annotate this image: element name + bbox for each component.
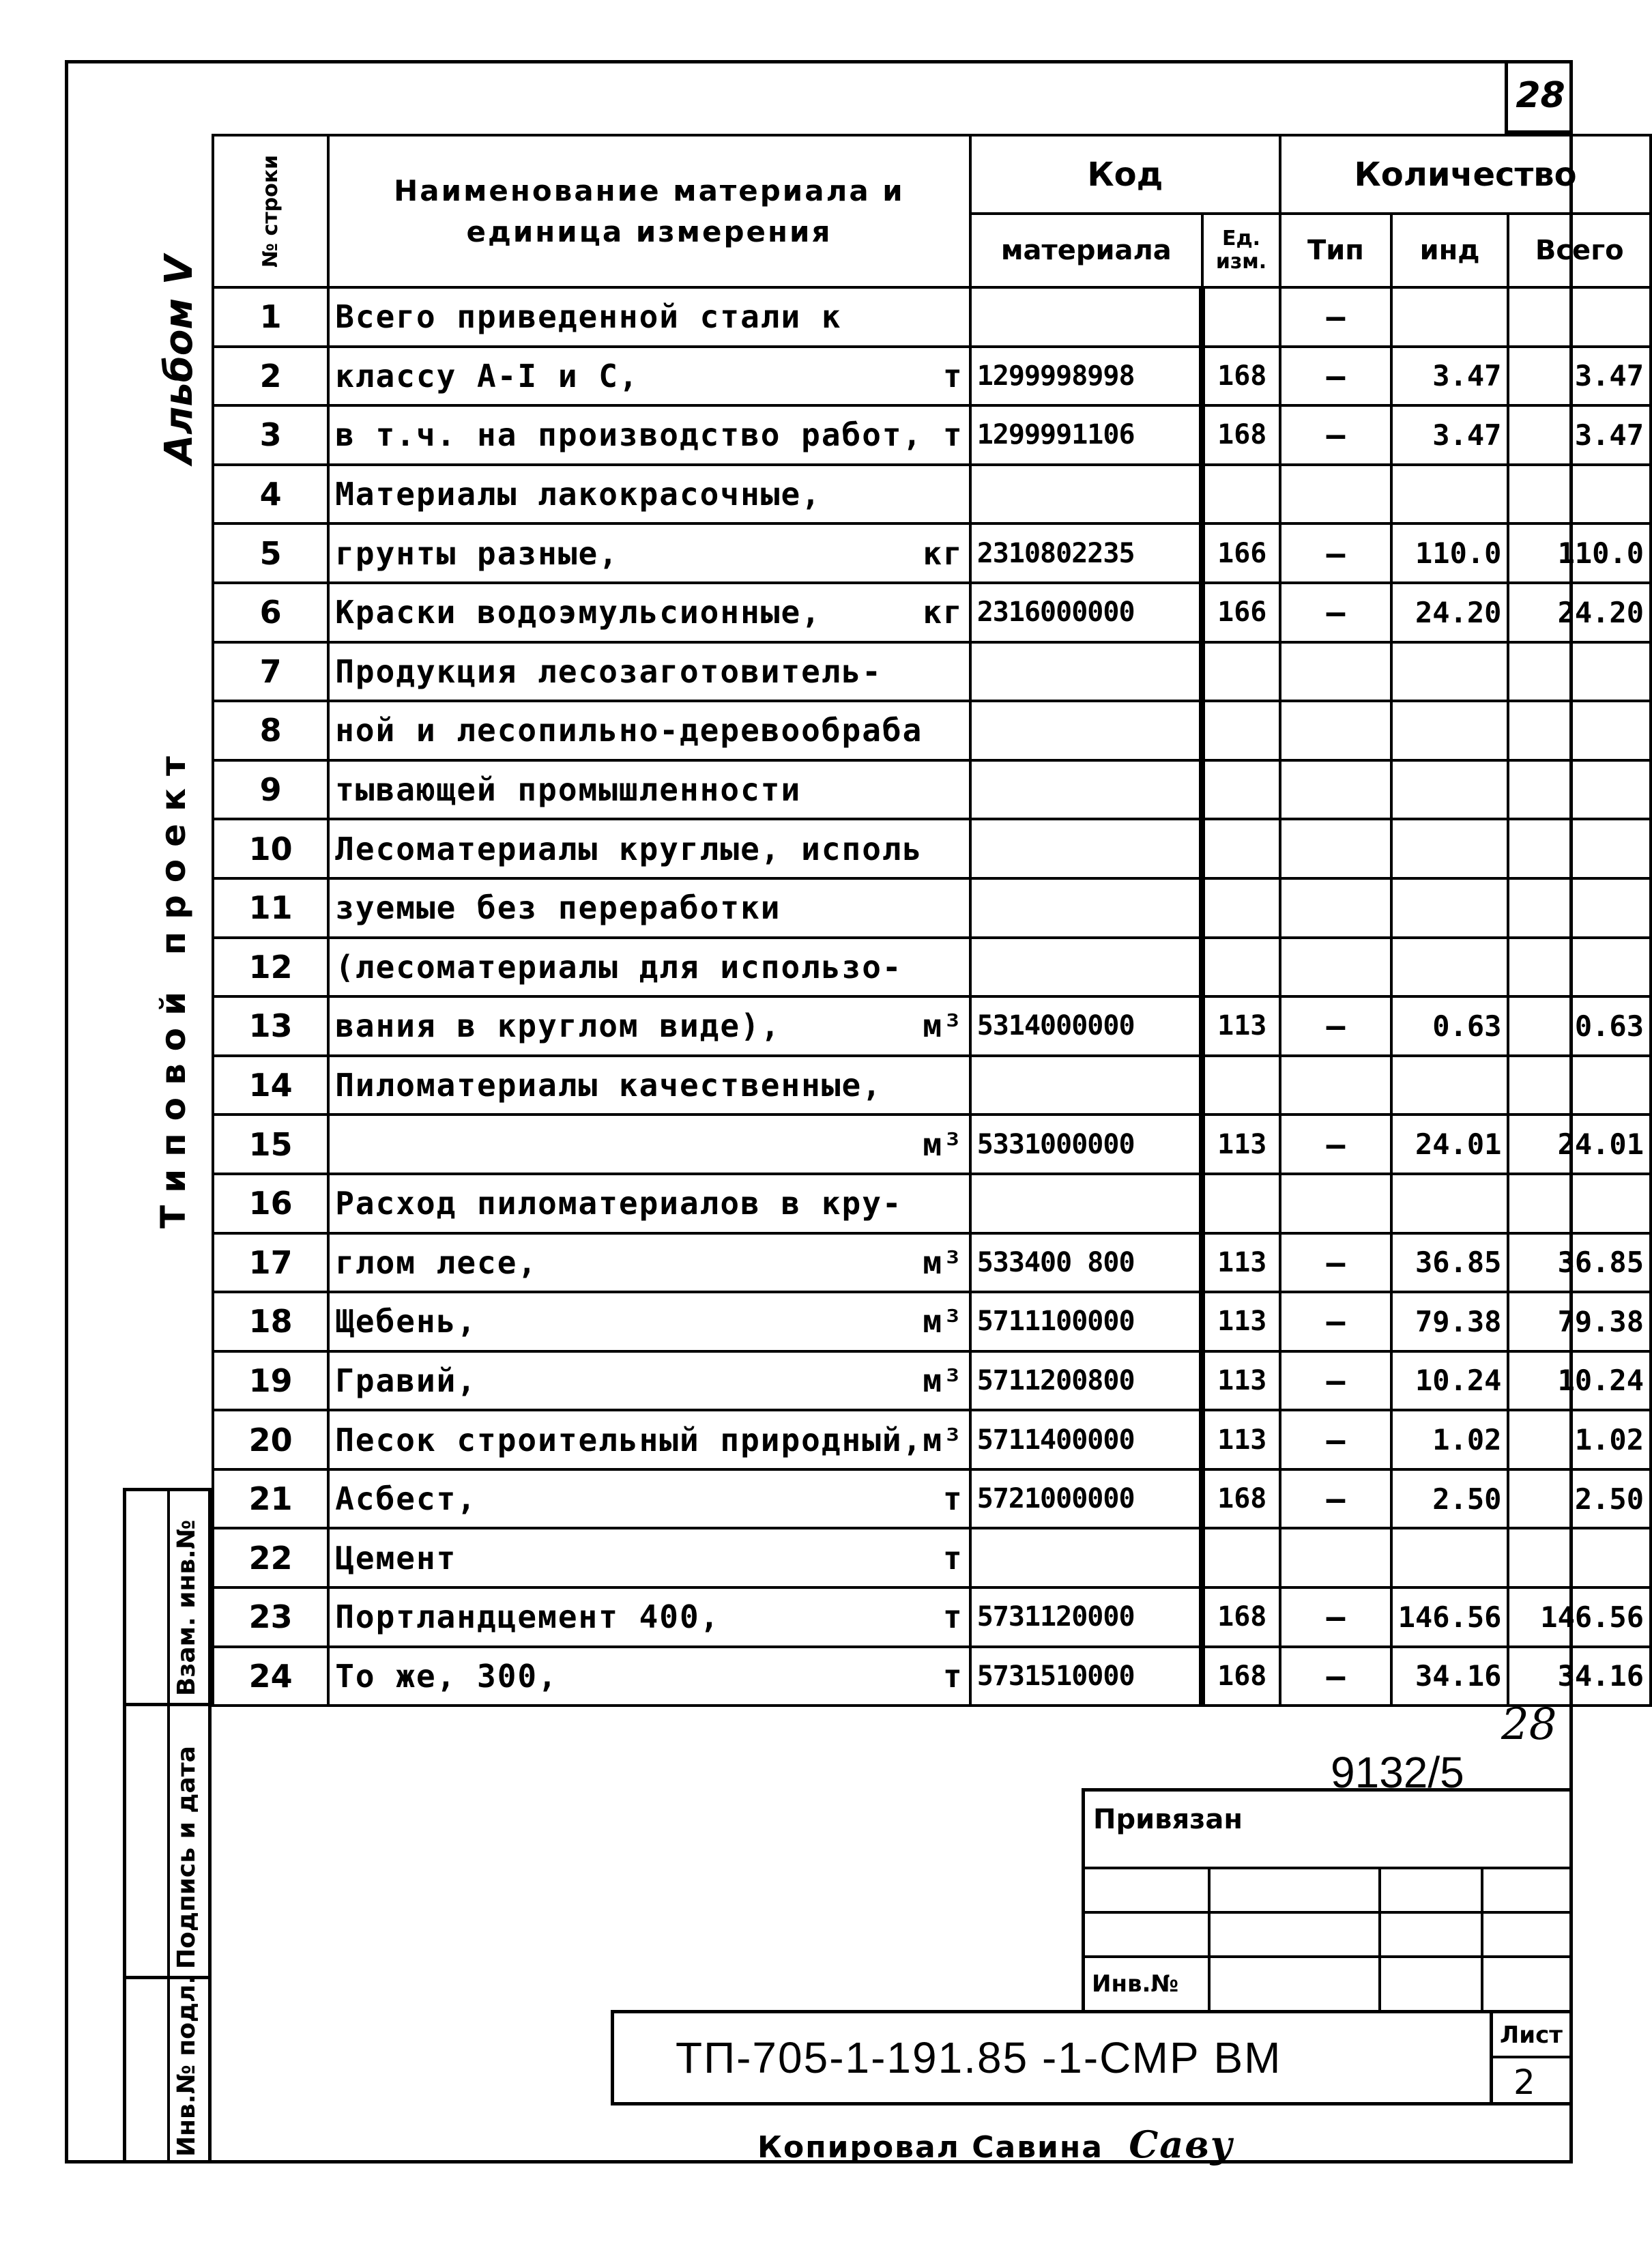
material-code: 5731120000 [970, 1587, 1202, 1647]
inv-label: Инв.№ [1092, 1970, 1179, 1998]
qty-type: — [1280, 1292, 1391, 1351]
row-number: 15 [213, 1115, 328, 1174]
material-name-text: (лесоматериалы для использо- [335, 948, 903, 986]
header-qty-ind: инд [1391, 214, 1509, 287]
material-name-text: ной и лесопильно-деревообраба [335, 712, 923, 749]
qty-type [1280, 1056, 1391, 1115]
material-name [328, 1587, 970, 1647]
unit-code: 113 [1202, 996, 1280, 1056]
material-name-text: Продукция лесозаготовитель- [335, 652, 882, 690]
row-number: 21 [213, 1469, 328, 1529]
table-row [213, 523, 1651, 583]
qty-total [1508, 938, 1651, 997]
header-qty-type: Тип [1280, 214, 1391, 287]
material-unit-label: м³ [923, 1362, 963, 1399]
material-unit-label: кг [923, 594, 963, 631]
unit-code [1202, 878, 1280, 938]
unit-code: 113 [1202, 1292, 1280, 1351]
row-number: 4 [213, 465, 328, 524]
qty-total: 110.0 [1508, 523, 1651, 583]
material-code [970, 1174, 1202, 1233]
unit-code [1202, 1174, 1280, 1233]
side-replaced-inv: Взам. инв.№ [173, 1519, 201, 1696]
qty-ind [1391, 1056, 1509, 1115]
qty-type [1280, 465, 1391, 524]
unit-code [1202, 701, 1280, 760]
project-label: Типовой проект [154, 744, 193, 1228]
table-row [213, 1115, 1651, 1174]
signature: Саву [1129, 2123, 1234, 2166]
material-code: 5711200800 [970, 1351, 1202, 1411]
qty-ind: 3.47 [1391, 347, 1509, 406]
table-row [213, 938, 1651, 997]
row-number: 6 [213, 583, 328, 642]
row-number: 8 [213, 701, 328, 760]
qty-type [1280, 701, 1391, 760]
material-code: 1299991106 [970, 405, 1202, 465]
qty-type: — [1280, 347, 1391, 406]
qty-type: — [1280, 1469, 1391, 1529]
material-code: 5731510000 [970, 1647, 1202, 1706]
unit-code [1202, 938, 1280, 997]
qty-type: — [1280, 1647, 1391, 1706]
material-name [328, 642, 970, 702]
material-name [328, 583, 970, 642]
unit-code: 113 [1202, 1233, 1280, 1293]
qty-ind: 36.85 [1391, 1233, 1509, 1293]
table-row [213, 347, 1651, 406]
unit-code: 113 [1202, 1351, 1280, 1411]
material-unit-label: м³ [923, 1243, 963, 1281]
qty-ind: 3.47 [1391, 405, 1509, 465]
material-unit-label: т [943, 357, 963, 394]
material-name [328, 1469, 970, 1529]
bound-stamp [1082, 1788, 1573, 2013]
header-code-material: материала [970, 214, 1202, 287]
material-name-text: Пиломатериалы качественные, [335, 1067, 882, 1104]
table-row [213, 1469, 1651, 1529]
qty-ind [1391, 1174, 1509, 1233]
unit-code: 113 [1202, 1410, 1280, 1469]
unit-code: 168 [1202, 1647, 1280, 1706]
material-code [970, 878, 1202, 938]
qty-type [1280, 760, 1391, 820]
table-row [213, 405, 1651, 465]
material-code: 2310802235 [970, 523, 1202, 583]
qty-ind: 146.56 [1391, 1587, 1509, 1647]
header-quantity: Количество [1280, 135, 1651, 214]
qty-type: — [1280, 1115, 1391, 1174]
row-number: 22 [213, 1528, 328, 1587]
unit-code: 113 [1202, 1115, 1280, 1174]
qty-type: — [1280, 1587, 1391, 1647]
row-number: 23 [213, 1587, 328, 1647]
row-number: 9 [213, 760, 328, 820]
unit-code [1202, 465, 1280, 524]
material-name-text: Портландцемент 400, [335, 1598, 721, 1636]
qty-total: 79.38 [1508, 1292, 1651, 1351]
material-name [328, 287, 970, 347]
material-name-text: в т.ч. на производство работ, [335, 416, 923, 454]
qty-total: 2.50 [1508, 1469, 1651, 1529]
sheet-label: Лист [1500, 2022, 1563, 2049]
page-number-handwritten: 28 [1501, 1699, 1557, 1750]
material-code [970, 819, 1202, 878]
material-name-text: Материалы лакокрасочные, [335, 476, 822, 513]
material-name [328, 878, 970, 938]
table-row [213, 1647, 1651, 1706]
qty-type: — [1280, 1351, 1391, 1411]
qty-ind: 110.0 [1391, 523, 1509, 583]
qty-type [1280, 1174, 1391, 1233]
qty-total: 1.02 [1508, 1410, 1651, 1469]
qty-total: 24.01 [1508, 1115, 1651, 1174]
qty-type: — [1280, 523, 1391, 583]
material-unit-label: кг [923, 534, 963, 572]
qty-total [1508, 642, 1651, 702]
material-name [328, 819, 970, 878]
material-name [328, 1233, 970, 1293]
table-row [213, 1174, 1651, 1233]
table-row [213, 878, 1651, 938]
table-row [213, 642, 1651, 702]
material-name-text: Цемент [335, 1539, 457, 1577]
qty-total [1508, 819, 1651, 878]
material-name [328, 996, 970, 1056]
material-name-text: Краски водоэмульсионные, [335, 594, 822, 631]
material-code: 5314000000 [970, 996, 1202, 1056]
table-row [213, 1351, 1651, 1411]
material-unit-label: т [943, 416, 963, 454]
qty-ind: 79.38 [1391, 1292, 1509, 1351]
material-name-text: То же, 300, [335, 1657, 558, 1695]
qty-type: — [1280, 1410, 1391, 1469]
material-name-text: грунты разные, [335, 534, 619, 572]
header-qty-total: Всего [1508, 214, 1651, 287]
unit-code: 166 [1202, 583, 1280, 642]
qty-total [1508, 1528, 1651, 1587]
material-name [328, 405, 970, 465]
material-name-text: Расход пиломатериалов в кру- [335, 1185, 903, 1222]
qty-type [1280, 938, 1391, 997]
row-number: 17 [213, 1233, 328, 1293]
unit-code [1202, 287, 1280, 347]
row-number: 16 [213, 1174, 328, 1233]
row-number: 14 [213, 1056, 328, 1115]
table-row [213, 1587, 1651, 1647]
table-row [213, 465, 1651, 524]
material-unit-label: т [943, 1480, 963, 1518]
material-code: 5711100000 [970, 1292, 1202, 1351]
material-name-text: вания в круглом виде), [335, 1007, 781, 1045]
qty-total [1508, 1174, 1651, 1233]
material-name [328, 1056, 970, 1115]
material-name [328, 1115, 970, 1174]
title-block [611, 2010, 1573, 2105]
row-number: 3 [213, 405, 328, 465]
material-unit-label: м³ [923, 1125, 963, 1163]
bound-label: Привязан [1093, 1804, 1243, 1835]
qty-total: 3.47 [1508, 347, 1651, 406]
material-code: 2316000000 [970, 583, 1202, 642]
row-number: 5 [213, 523, 328, 583]
qty-total: 24.20 [1508, 583, 1651, 642]
material-name [328, 1410, 970, 1469]
material-name-text: Гравий, [335, 1362, 478, 1399]
qty-ind: 1.02 [1391, 1410, 1509, 1469]
header-name: Наименование материала и единица измерения [328, 135, 970, 287]
row-number: 18 [213, 1292, 328, 1351]
table-row [213, 1056, 1651, 1115]
material-unit-label: м³ [923, 1007, 963, 1045]
qty-ind [1391, 938, 1509, 997]
qty-ind: 24.01 [1391, 1115, 1509, 1174]
document-code: ТП-705-1-191.85 -1-СМР ВМ [676, 2033, 1282, 2082]
unit-code: 166 [1202, 523, 1280, 583]
material-code [970, 701, 1202, 760]
page-number: 28 [1505, 60, 1573, 134]
material-name-text: зуемые без переработки [335, 889, 781, 927]
material-name [328, 523, 970, 583]
qty-total [1508, 465, 1651, 524]
material-name-text: тывающей промышленности [335, 771, 802, 809]
material-unit-label: т [943, 1598, 963, 1636]
table-row [213, 1233, 1651, 1293]
material-name [328, 1351, 970, 1411]
table-row [213, 287, 1651, 347]
qty-type: — [1280, 996, 1391, 1056]
qty-type: — [1280, 1233, 1391, 1293]
unit-code [1202, 760, 1280, 820]
qty-ind [1391, 878, 1509, 938]
material-name-text: Песок строительный природный, [335, 1421, 923, 1458]
side-stamp [123, 1488, 212, 2163]
qty-type [1280, 878, 1391, 938]
qty-ind: 0.63 [1391, 996, 1509, 1056]
row-number: 19 [213, 1351, 328, 1411]
material-name [328, 938, 970, 997]
material-name [328, 760, 970, 820]
qty-total: 34.16 [1508, 1647, 1651, 1706]
table-row [213, 1410, 1651, 1469]
material-name-text: Лесоматериалы круглые, исполь [335, 830, 923, 867]
header-code-unit: Ед. изм. [1202, 214, 1280, 287]
table-row [213, 819, 1651, 878]
material-code: 533400 800 [970, 1233, 1202, 1293]
qty-ind: 10.24 [1391, 1351, 1509, 1411]
qty-total [1508, 760, 1651, 820]
qty-total: 10.24 [1508, 1351, 1651, 1411]
unit-code [1202, 1528, 1280, 1587]
material-name [328, 347, 970, 406]
material-name [328, 1174, 970, 1233]
qty-type: — [1280, 583, 1391, 642]
qty-ind: 2.50 [1391, 1469, 1509, 1529]
material-code [970, 760, 1202, 820]
material-code [970, 287, 1202, 347]
header-row-number: № строки [213, 135, 328, 287]
material-code [970, 1056, 1202, 1115]
qty-total: 146.56 [1508, 1587, 1651, 1647]
unit-code: 168 [1202, 347, 1280, 406]
material-code: 5331000000 [970, 1115, 1202, 1174]
table-row [213, 996, 1651, 1056]
material-unit-label: т [943, 1539, 963, 1577]
table-row [213, 1292, 1651, 1351]
material-code: 1299998998 [970, 347, 1202, 406]
unit-code: 168 [1202, 1469, 1280, 1529]
side-inv-original: Инв.№ подл. [173, 1974, 201, 2157]
material-code [970, 465, 1202, 524]
material-name [328, 1647, 970, 1706]
order-number: 9132/5 [1331, 1748, 1464, 1797]
qty-ind [1391, 642, 1509, 702]
table-row [213, 760, 1651, 820]
qty-total [1508, 878, 1651, 938]
material-code [970, 1528, 1202, 1587]
header-code: Код [970, 135, 1280, 214]
table-row [213, 583, 1651, 642]
qty-total: 3.47 [1508, 405, 1651, 465]
unit-code [1202, 1056, 1280, 1115]
material-unit-label: м³ [923, 1421, 963, 1458]
unit-code [1202, 642, 1280, 702]
unit-code: 168 [1202, 405, 1280, 465]
material-code: 5711400000 [970, 1410, 1202, 1469]
material-name [328, 1292, 970, 1351]
material-name [328, 701, 970, 760]
material-name-text: глом лесе, [335, 1243, 538, 1281]
row-number: 13 [213, 996, 328, 1056]
qty-total [1508, 701, 1651, 760]
qty-ind [1391, 1528, 1509, 1587]
qty-ind [1391, 287, 1509, 347]
qty-total [1508, 1056, 1651, 1115]
qty-type: — [1280, 405, 1391, 465]
table-row [213, 1528, 1651, 1587]
qty-ind: 24.20 [1391, 583, 1509, 642]
sheet-number: 2 [1513, 2062, 1535, 2102]
qty-type [1280, 642, 1391, 702]
row-number: 2 [213, 347, 328, 406]
qty-total [1508, 287, 1651, 347]
qty-type [1280, 1528, 1391, 1587]
material-name-text: классу А-I и С, [335, 357, 639, 394]
materials-table [212, 134, 1652, 1707]
qty-ind [1391, 760, 1509, 820]
material-name [328, 465, 970, 524]
material-name-text: Всего приведенной стали к [335, 298, 842, 336]
table-row [213, 701, 1651, 760]
material-name-text: Щебень, [335, 1303, 478, 1340]
unit-code [1202, 819, 1280, 878]
qty-ind: 34.16 [1391, 1647, 1509, 1706]
row-number: 11 [213, 878, 328, 938]
copied-by-text: Копировал Савина [757, 2130, 1103, 2165]
copied-by [757, 2123, 1234, 2166]
qty-ind [1391, 819, 1509, 878]
row-number: 7 [213, 642, 328, 702]
material-code [970, 642, 1202, 702]
qty-type: — [1280, 287, 1391, 347]
qty-total: 36.85 [1508, 1233, 1651, 1293]
row-number: 10 [213, 819, 328, 878]
row-number: 1 [213, 287, 328, 347]
qty-ind [1391, 701, 1509, 760]
qty-type [1280, 819, 1391, 878]
unit-code: 168 [1202, 1587, 1280, 1647]
material-code [970, 938, 1202, 997]
qty-total: 0.63 [1508, 996, 1651, 1056]
material-unit-label: т [943, 1657, 963, 1695]
qty-ind [1391, 465, 1509, 524]
row-number: 24 [213, 1647, 328, 1706]
side-signature-date: Подпись и дата [173, 1746, 201, 1969]
material-name-text: Асбест, [335, 1480, 478, 1518]
row-number: 20 [213, 1410, 328, 1469]
material-name [328, 1528, 970, 1587]
album-label: Альбом V [157, 255, 201, 464]
row-number: 12 [213, 938, 328, 997]
material-code: 5721000000 [970, 1469, 1202, 1529]
material-unit-label: м³ [923, 1303, 963, 1340]
